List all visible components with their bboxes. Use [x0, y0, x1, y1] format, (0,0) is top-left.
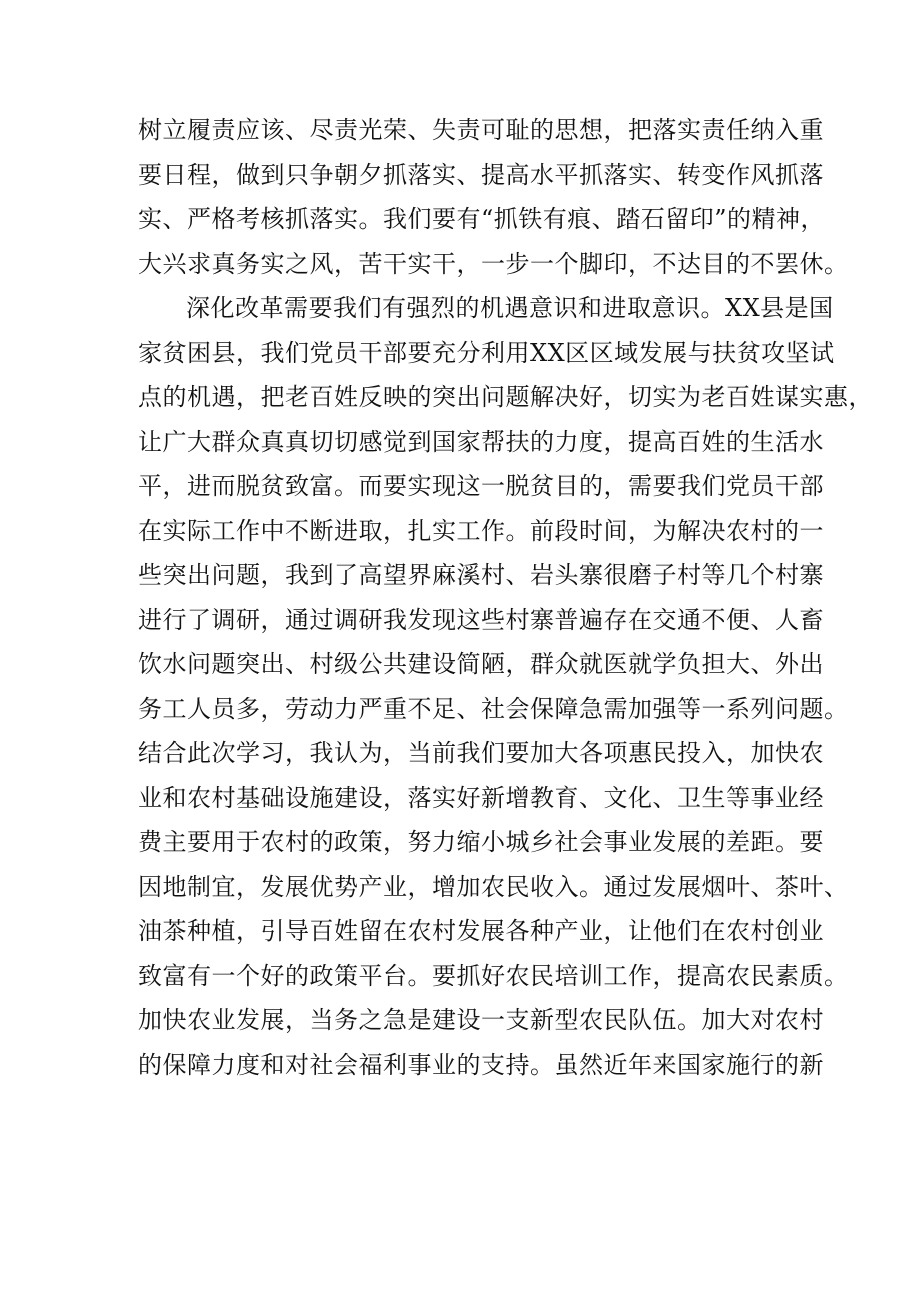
text-line: 加快农业发展，当务之急是建设一支新型农民队伍。加大对农村 [138, 1006, 824, 1034]
paragraph-start-line: 深化改革需要我们有强烈的机遇意识和进取意识。XX县是国 [186, 294, 834, 322]
text-line: 费主要用于农村的政策，努力缩小城乡社会事业发展的差距。要 [138, 828, 824, 856]
body-text [138, 108, 873, 1087]
text-line: 致富有一个好的政策平台。要抓好农民培训工作，提高农民素质。 [138, 961, 849, 990]
text-line: 饮水问题突出、村级公共建设简陋，群众就医就学负担大、外出 [138, 650, 824, 678]
text-line: 大兴求真务实之风，苦干实干，一步一个脚印，不达目的不罢休。 [138, 249, 849, 278]
text-line: 在实际工作中不断进取，扎实工作。前段时间，为解决农村的一 [138, 516, 824, 545]
text-line: 点的机遇，把老百姓反映的突出问题解决好，切实为老百姓谋实惠， [138, 383, 873, 411]
text-line: 平，进而脱贫致富。而要实现这一脱贫目的，需要我们党员干部 [138, 472, 824, 500]
text-line: 因地制宜，发展优势产业，增加农民收入。通过发展烟叶、茶叶、 [138, 872, 849, 901]
text-line: 结合此次学习，我认为，当前我们要加大各项惠民投入，加快农 [138, 739, 824, 767]
text-line: 树立履责应该、尽责光荣、失责可耻的思想，把落实责任纳入重 [138, 116, 824, 144]
text-line: 油茶种植，引导百姓留在农村发展各种产业，让他们在农村创业 [138, 917, 824, 945]
text-line: 进行了调研，通过调研我发现这些村寨普遍存在交通不便、人畜 [138, 605, 824, 634]
text-line: 家贫困县，我们党员干部要充分利用XX区区域发展与扶贫攻坚试 [138, 338, 835, 367]
text-line: 要日程，做到只争朝夕抓落实、提高水平抓落实、转变作风抓落 [138, 160, 824, 189]
text-line: 务工人员多，劳动力严重不足、社会保障急需加强等一系列问题。 [138, 694, 849, 723]
text-line: 些突出问题，我到了高望界麻溪村、岩头寨很磨子村等几个村寨 [138, 561, 824, 589]
text-line: 业和农村基础设施建设，落实好新增教育、文化、卫生等事业经 [138, 783, 824, 812]
text-line: 的保障力度和对社会福利事业的支持。虽然近年来国家施行的新 [138, 1050, 824, 1079]
text-line: 让广大群众真真切切感觉到国家帮扶的力度，提高百姓的生活水 [138, 427, 824, 456]
text-line: 实、严格考核抓落实。我们要有“抓铁有痕、踏石留印”的精神， [138, 205, 826, 233]
